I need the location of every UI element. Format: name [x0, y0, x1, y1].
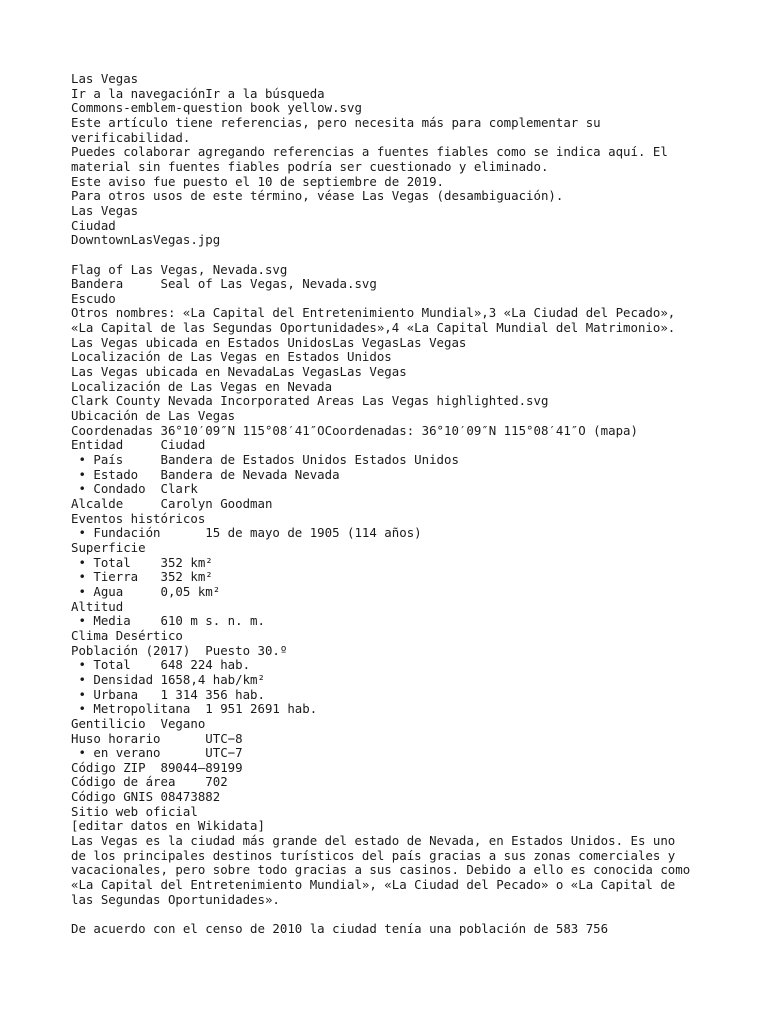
text-line: Eventos históricos: [71, 510, 206, 526]
text-line: • Condado Clark: [71, 481, 198, 497]
text-line: Commons-emblem-question book yellow.svg: [71, 100, 362, 116]
text-line: De acuerdo con el censo de 2010 la ciudad tenía una población de 583 756: [71, 921, 609, 937]
text-line: • Estado Bandera de Nevada Nevada: [71, 466, 340, 482]
text-line: Entidad Ciudad: [71, 437, 206, 453]
text-line: Ubicación de Las Vegas: [71, 408, 236, 424]
text-line: Altitud: [71, 598, 124, 614]
text-line: Las Vegas es la ciudad más grande del estado de Nevada, en Estados Unidos. Es uno: [71, 833, 676, 849]
document-text: [71, 72, 761, 937]
text-line: «La Capital de las Segundas Oportunidades»,4 «La Capital Mundial del Matrimonio».: [71, 320, 676, 336]
text-line: Coordenadas 36°10′09″N 115°08′41″OCoordenadas: 36°10′09″N 115°08′41″O (mapa): [71, 422, 638, 438]
text-line: Alcalde Carolyn Goodman: [71, 496, 273, 512]
text-line: verificabilidad.: [71, 129, 191, 145]
text-line: de los principales destinos turísticos del país gracias a sus zonas comerciales y: [71, 847, 676, 863]
text-line: Escudo: [71, 290, 116, 306]
text-line: Población (2017) Puesto 30.º: [71, 642, 288, 658]
text-line: Otros nombres: «La Capital del Entretenimiento Mundial»,3 «La Ciudad del Pecado»,: [71, 305, 676, 321]
text-line: Las Vegas ubicada en NevadaLas VegasLas Vegas: [71, 364, 407, 380]
text-line: • Fundación 15 de mayo de 1905 (114 años): [71, 525, 422, 541]
text-line: Para otros usos de este término, véase Las Vegas (desambiguación).: [71, 188, 564, 204]
text-line: vacacionales, pero sobre todo gracias a sus casinos. Debido a ello es conocida como: [71, 862, 691, 878]
text-line: [editar datos en Wikidata]: [71, 818, 265, 834]
text-line: • Metropolitana 1 951 2691 hab.: [71, 701, 318, 717]
text-line: Puedes colaborar agregando referencias a fuentes fiables como se indica aquí. El: [71, 144, 668, 160]
text-line: Las Vegas: [71, 202, 139, 218]
text-line: Gentilicio Vegano: [71, 715, 206, 731]
text-line: • Total 648 224 hab.: [71, 657, 251, 673]
text-line: Localización de Las Vegas en Nevada: [71, 378, 333, 394]
text-line: Código ZIP 89044–89199: [71, 759, 243, 775]
text-line: • en verano UTC−7: [71, 745, 243, 761]
text-line: • Urbana 1 314 356 hab.: [71, 686, 265, 702]
text-line: Clima Desértico: [71, 627, 183, 643]
text-line: Superficie: [71, 539, 146, 555]
text-line: Bandera Seal of Las Vegas, Nevada.svg: [71, 276, 377, 292]
text-line: Las Vegas: [71, 71, 139, 86]
text-line: Clark County Nevada Incorporated Areas Las Vegas highlighted.svg: [71, 393, 549, 409]
text-line: Las Vegas ubicada en Estados UnidosLas VegasLas Vegas: [71, 334, 467, 350]
text-line: Localización de Las Vegas en Estados Unidos: [71, 349, 392, 365]
text-line: Huso horario UTC−8: [71, 730, 243, 746]
text-line: Este aviso fue puesto el 10 de septiembre de 2019.: [71, 173, 444, 189]
text-line: «La Capital del Entretenimiento Mundial», «La Ciudad del Pecado» o «La Capital de: [71, 877, 676, 893]
text-line: • País Bandera de Estados Unidos Estados Unidos: [71, 452, 459, 468]
text-line: las Segundas Oportunidades».: [71, 891, 280, 907]
text-line: Código GNIS 08473882: [71, 789, 221, 805]
text-line: Flag of Las Vegas, Nevada.svg: [71, 261, 288, 277]
text-line: Este artículo tiene referencias, pero necesita más para complementar su: [71, 114, 601, 130]
text-line: [71, 907, 761, 922]
text-line: Sitio web oficial: [71, 803, 198, 819]
text-line: • Agua 0,05 km²: [71, 583, 221, 599]
text-line: Ciudad: [71, 217, 116, 233]
text-line: • Media 610 m s. n. m.: [71, 613, 265, 629]
text-line: • Total 352 km²: [71, 554, 213, 570]
text-line: [71, 248, 761, 263]
text-line: • Tierra 352 km²: [71, 569, 213, 585]
text-line: material sin fuentes fiables podría ser cuestionado y eliminado.: [71, 158, 549, 174]
text-line: • Densidad 1658,4 hab/km²: [71, 671, 265, 687]
text-line: DowntownLasVegas.jpg: [71, 232, 221, 248]
text-line: Código de área 702: [71, 774, 228, 790]
text-line: Ir a la navegaciónIr a la búsqueda: [71, 85, 325, 101]
